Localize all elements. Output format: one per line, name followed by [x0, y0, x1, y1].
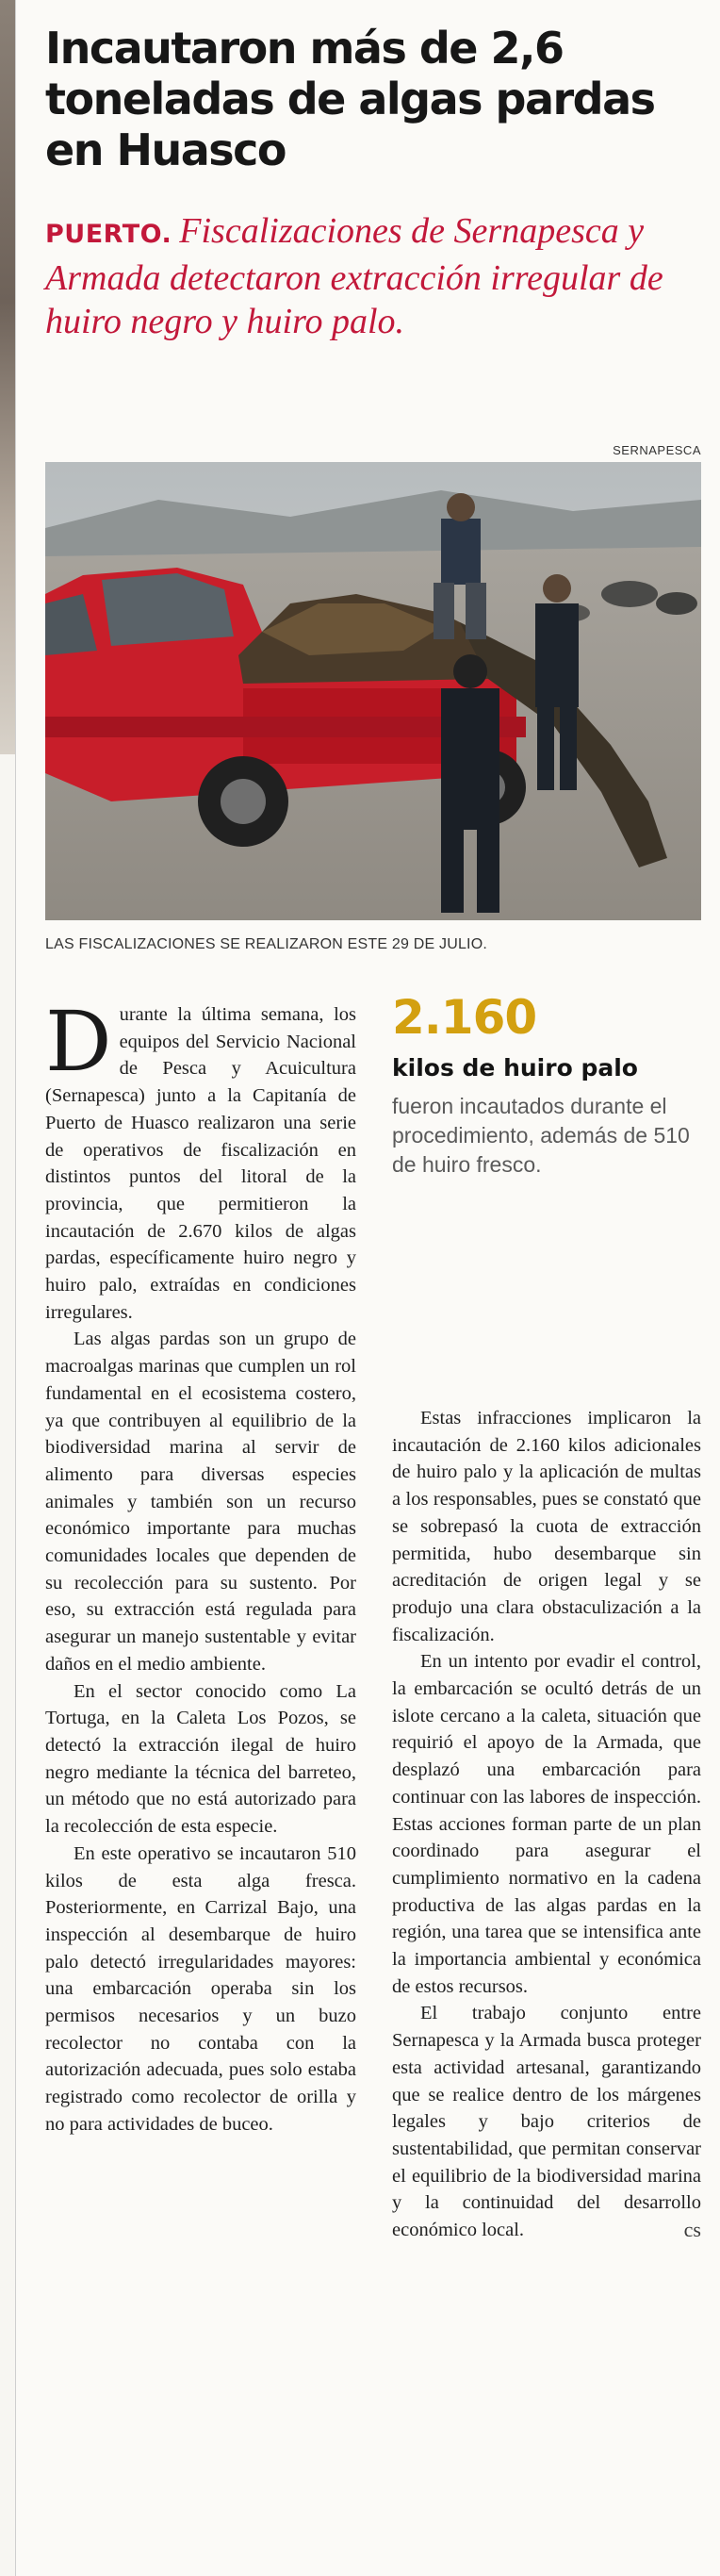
- paragraph-1: urante la última semana, los equipos del Servicio Nacional de Pesca y Acuicultura (Sernapesca) junto a la Capitanía de Puerto de Huasco realizaron una serie de operativos de fiscalización en distintos puntos del litoral de la provincia, que permitieron la incautación de 2.670 kilos de algas pardas, específicamente huiro negro y huiro palo, extraídas en condiciones irregulares.: [45, 1004, 356, 1323]
- headline: Incautaron más de 2,6 toneladas de algas pardas en Huasco: [45, 23, 655, 175]
- body-column-1: [45, 993, 356, 2138]
- paragraph-6: En un intento por evadir el control, la embarcación se ocultó detrás de un islote cercano a la caleta, situación que requirió el apoyo de la Armada, que desplazó una embarcación para continuar con las labores de inspección. Estas acciones forman parte de un plan coordinado para asegurar el cumplimiento normativo en la cadena productiva de las algas pardas en la región, una tarea que se intensifica ante la importancia ambiental y económica de estos recursos.: [392, 1651, 701, 1997]
- article-photo: [45, 462, 701, 920]
- paragraph-7: [392, 2000, 701, 2243]
- highlight-text: fueron incautados durante el procedimiento, además de 510 de huiro fresco.: [392, 1094, 690, 1177]
- adjacent-article-fragment: [0, 0, 16, 2576]
- adjacent-photo-strip: [0, 0, 15, 754]
- highlight-number: 2.160: [392, 990, 537, 1045]
- lead-paragraph: [45, 993, 356, 1326]
- article: [45, 0, 701, 2242]
- highlight-label: kilos de huiro palo: [392, 1054, 638, 1082]
- deck: [45, 209, 701, 343]
- paragraph-2: Las algas pardas son un grupo de macroalgas marinas que cumplen un rol fundamental en el ecosistema costero, ya que contribuyen al equilibrio de la biodiversidad marina al servir de alimento para diversas especies animales y también son un recurso económico importante para muchas comunidades locales que dependen de su recolección para su sustento. Por eso, su extracción está regulada para asegurar un manejo sustentable y evitar daños en el medio ambiente.: [45, 1329, 356, 1675]
- paragraph-4: En este operativo se incautaron 510 kilos de esta alga fresca. Posteriormente, en Carrizal Bajo, una inspección al desembarque de huiro palo detectó irregularidades mayores: una embarcación operaba sin los permisos necesarios y un buzo recolector no contaba con la autorización adecuada, pues solo estaba registrado como recolector de orilla y no para actividades de buceo.: [45, 1842, 356, 2135]
- end-mark: cs: [683, 2218, 701, 2242]
- truck-seaweed-illustration: [45, 462, 701, 920]
- paragraph-7-text: El trabajo conjunto entre Sernapesca y la Armada busca proteger esta actividad artesanal, garantizando que se realice dentro de los márgenes legales y bajo criterios de sustentabilidad, que permitan conservar el equilibrio de la biodiversidad marina y la continuidad del desarrollo económico local.: [392, 2003, 701, 2241]
- section-tag: PUERTO.: [45, 220, 172, 249]
- deck-text: Fiscalizaciones de Sernapesca y Armada detectaron extracción irregular de huiro negro y huiro palo.: [45, 211, 663, 341]
- paragraph-5: Estas infracciones implicaron la incautación de 2.160 kilos adicionales de huiro palo y la aplicación de multas a los responsables, pues se constató que se sobrepasó la cuota de extracción permitida, hubo desembarque sin acreditación de origen legal y se produjo una clara obstaculización a la fiscalización.: [392, 1408, 701, 1645]
- body-column-2: [392, 1405, 701, 2244]
- photo-caption: LAS FISCALIZACIONES SE REALIZARON ESTE 29 DE JULIO.: [45, 936, 487, 952]
- paragraph-3: En el sector conocido como La Tortuga, en la Caleta Los Pozos, se detectó la extracción ilegal de huiro negro mediante la técnica del barreteo, un método que no está autorizado para la recolección de esta especie.: [45, 1680, 356, 1838]
- photo-credit: SERNAPESCA: [613, 443, 701, 457]
- dropcap: D: [45, 993, 112, 1090]
